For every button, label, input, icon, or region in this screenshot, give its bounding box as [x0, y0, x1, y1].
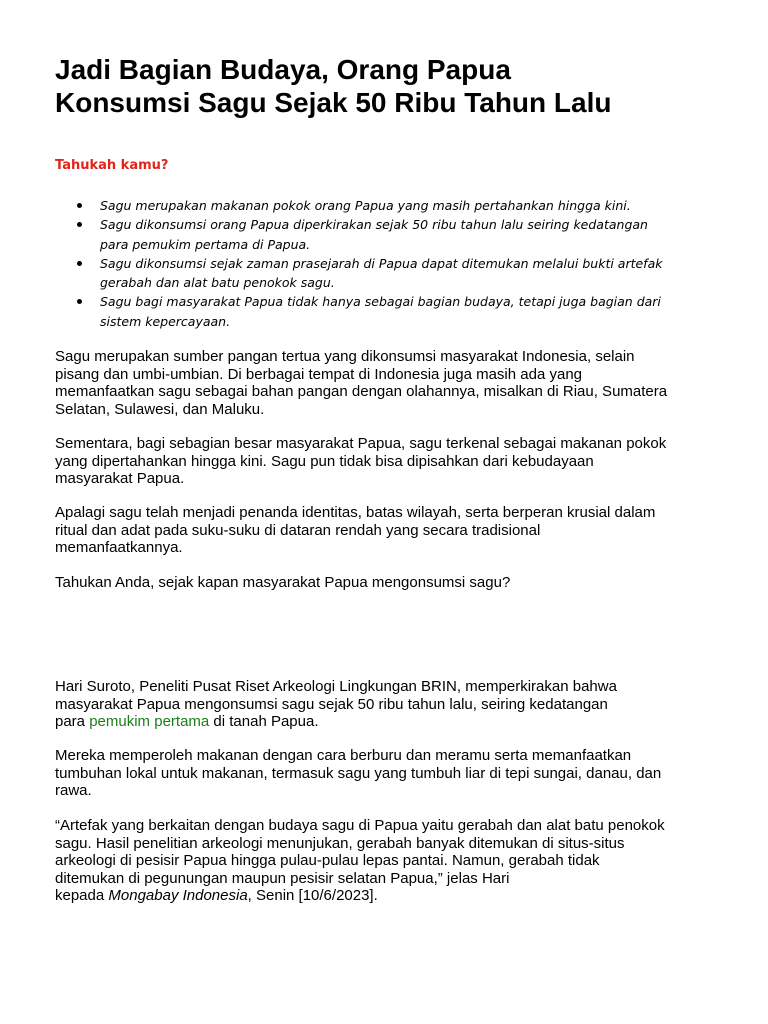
paragraph-line: “Artefak yang berkaitan dengan budaya sagu di Papua yaitu gerabah dan alat batu penokok	[55, 817, 665, 834]
list-item-text: Sagu bagi masyarakat Papua tidak hanya sebagai bagian budaya, tetapi juga bagian dari	[100, 294, 661, 310]
paragraph-line: memanfaatkannya.	[55, 539, 183, 556]
paragraph-line: Apalagi sagu telah menjadi penanda identitas, batas wilayah, serta berperan krusial dalam	[55, 504, 656, 521]
paragraph-text: di tanah Papua.	[209, 713, 319, 730]
tahukah-label: Tahukah kamu?	[55, 158, 169, 173]
bullet-icon	[77, 222, 82, 227]
paragraph-7-quote	[55, 817, 725, 905]
paragraph-1	[55, 348, 725, 418]
paragraph-line: rawa.	[55, 782, 92, 799]
paragraph-line: Mereka memperoleh makanan dengan cara berburu dan meramu serta memanfaatkan	[55, 747, 632, 764]
list-item-text: Sagu merupakan makanan pokok orang Papua yang masih pertahankan hingga kini.	[100, 198, 631, 213]
article-title	[55, 53, 735, 119]
list-item-text: sistem kepercayaan.	[100, 313, 231, 329]
paragraph-line: masyarakat Papua mengonsumsi sagu sejak 50 ribu tahun lalu, seiring kedatangan	[55, 695, 608, 713]
paragraph-text: para	[55, 713, 90, 730]
paragraph-line: ditemukan di pegunungan maupun pesisir selatan Papua,” jelas Hari	[55, 869, 510, 887]
paragraph-line: yang dipertahankan hingga kini. Sagu pun tidak bisa dipisahkan dari kebudayaan	[55, 452, 594, 470]
paragraph-line: memanfaatkan sagu sebagai bahan pangan dengan olahannya, misalkan di Riau, Sumatera	[55, 383, 668, 400]
list-item-text: gerabah dan alat batu penokok sagu.	[100, 275, 335, 291]
bullet-icon	[77, 261, 82, 266]
paragraph-line	[55, 713, 725, 731]
list-item	[55, 254, 715, 293]
bullet-icon	[77, 203, 82, 208]
title-line: Konsumsi Sagu Sejak 50 Ribu Tahun Lalu	[55, 87, 612, 118]
paragraph-line: Selatan, Sulawesi, dan Maluku.	[55, 400, 265, 418]
paragraph-4	[55, 574, 725, 592]
paragraph-line: masyarakat Papua.	[55, 470, 185, 487]
paragraph-text: kepada	[55, 887, 109, 904]
bullet-icon	[77, 299, 82, 304]
list-item-text: para pemukim pertama di Papua.	[100, 236, 311, 252]
paragraph-line: Hari Suroto, Peneliti Pusat Riset Arkeologi Lingkungan BRIN, memperkirakan bahwa	[55, 678, 617, 695]
paragraph-line: tumbuhan lokal untuk makanan, termasuk sagu yang tumbuh liar di tepi sungai, danau, dan	[55, 764, 662, 782]
title-line: Jadi Bagian Budaya, Orang Papua	[55, 54, 511, 85]
list-item	[55, 215, 715, 254]
paragraph-2	[55, 435, 725, 488]
paragraph-line	[55, 887, 725, 905]
paragraph-line: ritual dan adat pada suku-suku di dataran rendah yang secara tradisional	[55, 521, 541, 539]
pemukim-pertama-link[interactable]: pemukim pertama	[89, 713, 210, 730]
paragraph-6	[55, 747, 725, 800]
paragraph-line: Sementara, bagi sebagian besar masyarakat Papua, sagu terkenal sebagai makanan pokok	[55, 435, 667, 452]
paragraph-line: Tahukan Anda, sejak kapan masyarakat Papua mengonsumsi sagu?	[55, 574, 511, 591]
list-item	[55, 196, 715, 215]
list-item-text: Sagu dikonsumsi sejak zaman prasejarah di Papua dapat ditemukan melalui bukti artefak	[100, 255, 663, 271]
paragraph-text: , Senin [10/6/2023].	[247, 887, 378, 904]
source-name: Mongabay Indonesia	[108, 887, 248, 904]
paragraph-line: Sagu merupakan sumber pangan tertua yang dikonsumsi masyarakat Indonesia, selain	[55, 348, 635, 365]
paragraph-line: pisang dan umbi-umbian. Di berbagai tempat di Indonesia juga masih ada yang	[55, 365, 582, 383]
paragraph-line: sagu. Hasil penelitian arkeologi menunjukan, gerabah banyak ditemukan di situs-situs	[55, 834, 625, 852]
list-item-text: Sagu dikonsumsi orang Papua diperkirakan sejak 50 ribu tahun lalu seiring kedatangan	[100, 217, 648, 233]
paragraph-line: arkeologi di pesisir Papua hingga pulau-pulau lepas pantai. Namun, gerabah tidak	[55, 852, 600, 869]
list-item	[55, 292, 715, 331]
paragraph-5	[55, 678, 725, 731]
key-points-list	[55, 196, 715, 331]
paragraph-3	[55, 504, 725, 557]
